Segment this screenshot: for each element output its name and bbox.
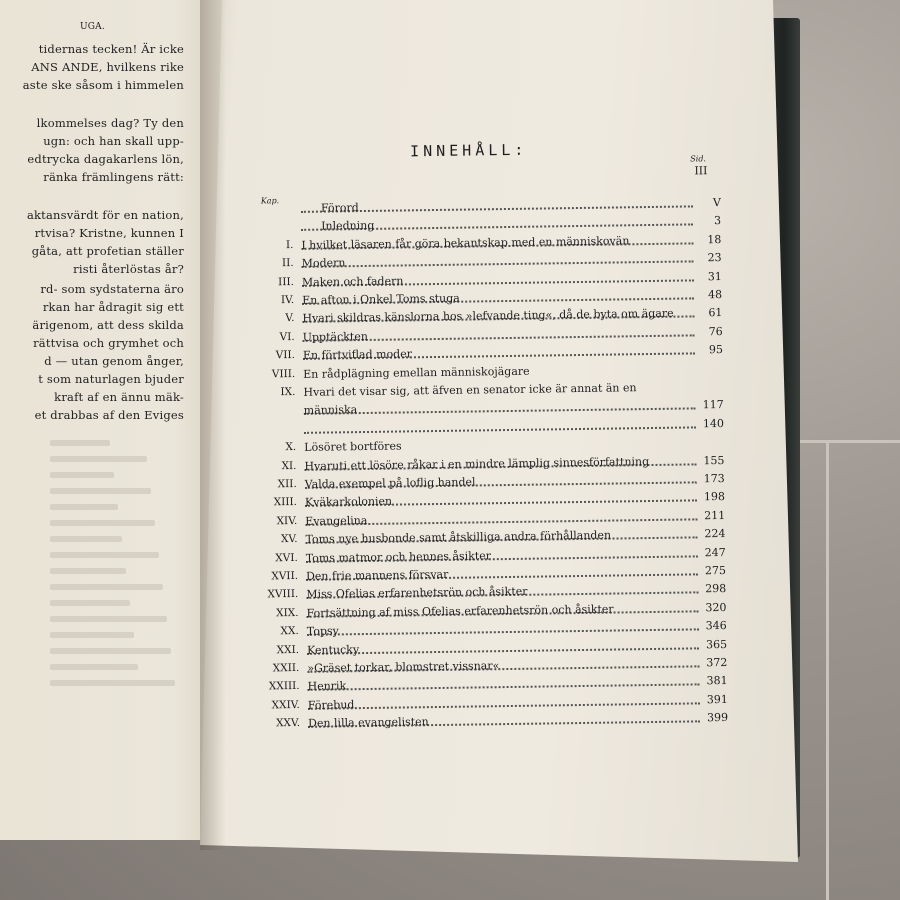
chapter-title: Valda exempel på loflig handel (304, 475, 476, 491)
show-through-text (50, 440, 110, 446)
left-page-text-line: ränka främlingens rätt: (43, 170, 184, 184)
page-number: 117 (702, 398, 724, 412)
floor-tile-seam (826, 440, 829, 900)
chapter-number: VI. (279, 330, 295, 343)
chapter-number (221, 220, 293, 221)
left-page-text-line: rd- som sydstaterna äro (40, 282, 184, 296)
page-number: 76 (708, 324, 723, 338)
show-through-text (50, 552, 159, 558)
leader-dots (304, 408, 696, 415)
left-page-text-line: edtrycka dagakarlens lön, (27, 152, 184, 166)
chapter-number: XIII. (273, 496, 298, 509)
left-page-text-line: ugn: och han skall upp- (43, 134, 184, 148)
chapter-title: Förebud (307, 697, 355, 712)
chapter-title: Toms nye husbonde samt åtskilliga andra förhållanden (305, 528, 612, 547)
chapter-title: Kentucky (306, 642, 360, 657)
chapter-number: XVIII. (267, 588, 299, 601)
show-through-text (50, 632, 134, 638)
chapter-number (224, 404, 296, 405)
chapter-title: Hvari skildras känslorna hos »lefvande ting«, då de byta om ägare (302, 307, 674, 326)
chapter-number: XXV. (275, 717, 301, 730)
chapter-title: Topsy (306, 624, 339, 639)
left-page-text-line: aktansvärdt för en nation, (26, 208, 184, 222)
chapter-number: XI. (281, 459, 297, 472)
leader-dots (307, 629, 699, 636)
chapter-title: Hvari det visar sig, att äfven en senator icke är annat än en (303, 381, 637, 399)
page-number: 61 (708, 306, 723, 320)
show-through-text (50, 488, 151, 494)
page-number: 372 (706, 655, 728, 670)
chapter-number: XXII. (272, 661, 300, 675)
page-number: 224 (704, 527, 726, 541)
chapter-column-label: Kap. (260, 196, 280, 206)
chapter-title: människa (303, 403, 358, 418)
page-number: 381 (706, 674, 728, 688)
show-through-text (50, 584, 163, 590)
chapter-number: XVI. (275, 551, 298, 564)
page-number: 31 (707, 269, 722, 283)
chapter-title: Den frie mannens försvar (305, 567, 449, 583)
page-number: 275 (704, 563, 727, 578)
chapter-title: I hvilket läsaren får göra bekantskap med en människovän (301, 234, 630, 252)
left-page-text-line: rkan har ådragit sig ett (42, 300, 184, 314)
chapter-number: VIII. (271, 367, 296, 380)
toc-title: INNEHÅLL: (409, 140, 528, 161)
left-page (0, 0, 222, 840)
chapter-number: XV. (280, 533, 298, 546)
page-number: 247 (704, 545, 726, 559)
chapter-number: XIV. (276, 514, 298, 528)
chapter-number (221, 202, 293, 203)
chapter-title: Modern (301, 256, 346, 271)
page-number: 211 (704, 508, 726, 523)
chapter-number: VII. (275, 349, 296, 362)
page-number: 18 (707, 232, 722, 247)
left-page-text-line: ANS ANDE, hvilkens rike (31, 60, 184, 74)
left-page-text-line: lkommelses dag? Ty den (36, 116, 184, 130)
chapter-title: Den lilla evangelisten (307, 715, 429, 731)
chapter-number: XXI. (276, 643, 300, 656)
page-number: 95 (708, 343, 723, 357)
left-page-text-line: tidernas tecken! Är icke (38, 42, 184, 56)
first-page-number: III (694, 164, 708, 178)
chapter-title: Henrik (307, 679, 347, 694)
chapter-number: X. (285, 441, 297, 454)
chapter-number: XVII. (271, 569, 299, 583)
chapter-number: V. (285, 312, 295, 325)
table-of-contents (220, 138, 749, 785)
chapter-number: XII. (277, 477, 297, 491)
page-number: 320 (705, 600, 727, 615)
chapter-number: XXIII. (268, 680, 300, 693)
chapter-title: Lösöret bortföres (304, 439, 402, 455)
page-number: 173 (703, 471, 725, 486)
chapter-number (224, 423, 296, 424)
show-through-text (50, 520, 155, 526)
chapter-title (304, 423, 307, 436)
show-through-text (50, 648, 171, 654)
book-gutter (200, 0, 226, 850)
left-page-text-line: rtvisa? Kristne, kunnen I (34, 226, 184, 240)
show-through-text (50, 600, 130, 606)
chapter-title: Maken och fadern (301, 274, 404, 289)
page-number: 3 (714, 214, 722, 228)
chapter-number: XIX. (276, 606, 299, 620)
page-number: 391 (706, 692, 728, 707)
chapter-title: Miss Ofelias erfarenhetsrön och åsikter (306, 585, 528, 602)
left-page-text-line: aste ske såsom i himmelen (22, 78, 184, 92)
chapter-title: Förord (320, 201, 359, 215)
chapter-number: III. (278, 275, 294, 288)
left-page-text-line: UGA. (80, 22, 105, 32)
show-through-text (50, 472, 114, 478)
page-number: 198 (703, 490, 726, 504)
page-number: 365 (705, 637, 728, 651)
leader-dots (308, 702, 700, 709)
show-through-text (50, 680, 175, 686)
chapter-title: Upptäckten (302, 329, 368, 344)
leader-dots (302, 261, 694, 268)
show-through-text (50, 664, 138, 670)
left-page-text-line: rättvisa och grymhet och (33, 336, 184, 350)
left-page-text-line: kraft af en ännu mäk- (54, 390, 184, 404)
chapter-number: II. (281, 257, 294, 270)
floor-tile-seam (800, 440, 900, 443)
page-column-label: Sid. (690, 154, 707, 164)
chapter-title: Inledning (321, 219, 375, 233)
chapter-title: Toms matmor och hennes åsikter (305, 548, 492, 565)
chapter-number: XXIV. (271, 698, 300, 712)
page-number: V (712, 196, 721, 210)
left-page-text-line: gåta, att profetian ställer (31, 244, 184, 258)
chapter-title: Kväkarkolonien (304, 495, 393, 510)
page-number: 155 (703, 453, 725, 467)
show-through-text (50, 504, 118, 510)
left-page-text-line: et drabbas af den Eviges (34, 408, 184, 422)
chapter-number: IV. (280, 293, 295, 307)
chapter-title: En förtviflad moder (302, 347, 413, 363)
chapter-number: I. (285, 238, 294, 251)
page-number: 298 (705, 582, 727, 596)
left-page-text-line: risti återlöstas år? (73, 262, 184, 276)
page-number: 48 (708, 288, 723, 302)
show-through-text (50, 616, 167, 622)
left-page-text-line: d — utan genom ånger, (44, 354, 184, 368)
chapter-title: »Gräset torkar, blomstret vissnar« (307, 659, 500, 675)
show-through-text (50, 456, 147, 462)
leader-dots (304, 426, 696, 433)
chapter-number: XX. (280, 625, 299, 638)
show-through-text (50, 568, 126, 574)
page-number: 23 (707, 251, 722, 265)
chapter-title: Fortsättning af miss Ofelias erfarenhetsrön och åsikter (306, 602, 614, 620)
chapter-title: En afton i Onkel Toms stuga (302, 291, 460, 307)
leader-dots (307, 647, 699, 654)
page-number: 399 (706, 711, 729, 725)
page-number: 346 (705, 619, 727, 633)
leader-dots (308, 684, 700, 691)
chapter-number: IX. (280, 385, 296, 399)
left-page-text-line: t som naturlagen bjuder (38, 372, 184, 386)
chapter-title: Hvaruti ett lösöre råkar i en mindre lämplig sinnesförfattning (304, 454, 650, 473)
chapter-title: Evangelina (305, 513, 368, 528)
left-page-text-line: ärigenom, att dess skilda (32, 318, 184, 332)
show-through-text (50, 536, 122, 542)
page-number: 140 (702, 416, 725, 431)
chapter-title: En rådplägning emellan människojägare (303, 364, 530, 381)
